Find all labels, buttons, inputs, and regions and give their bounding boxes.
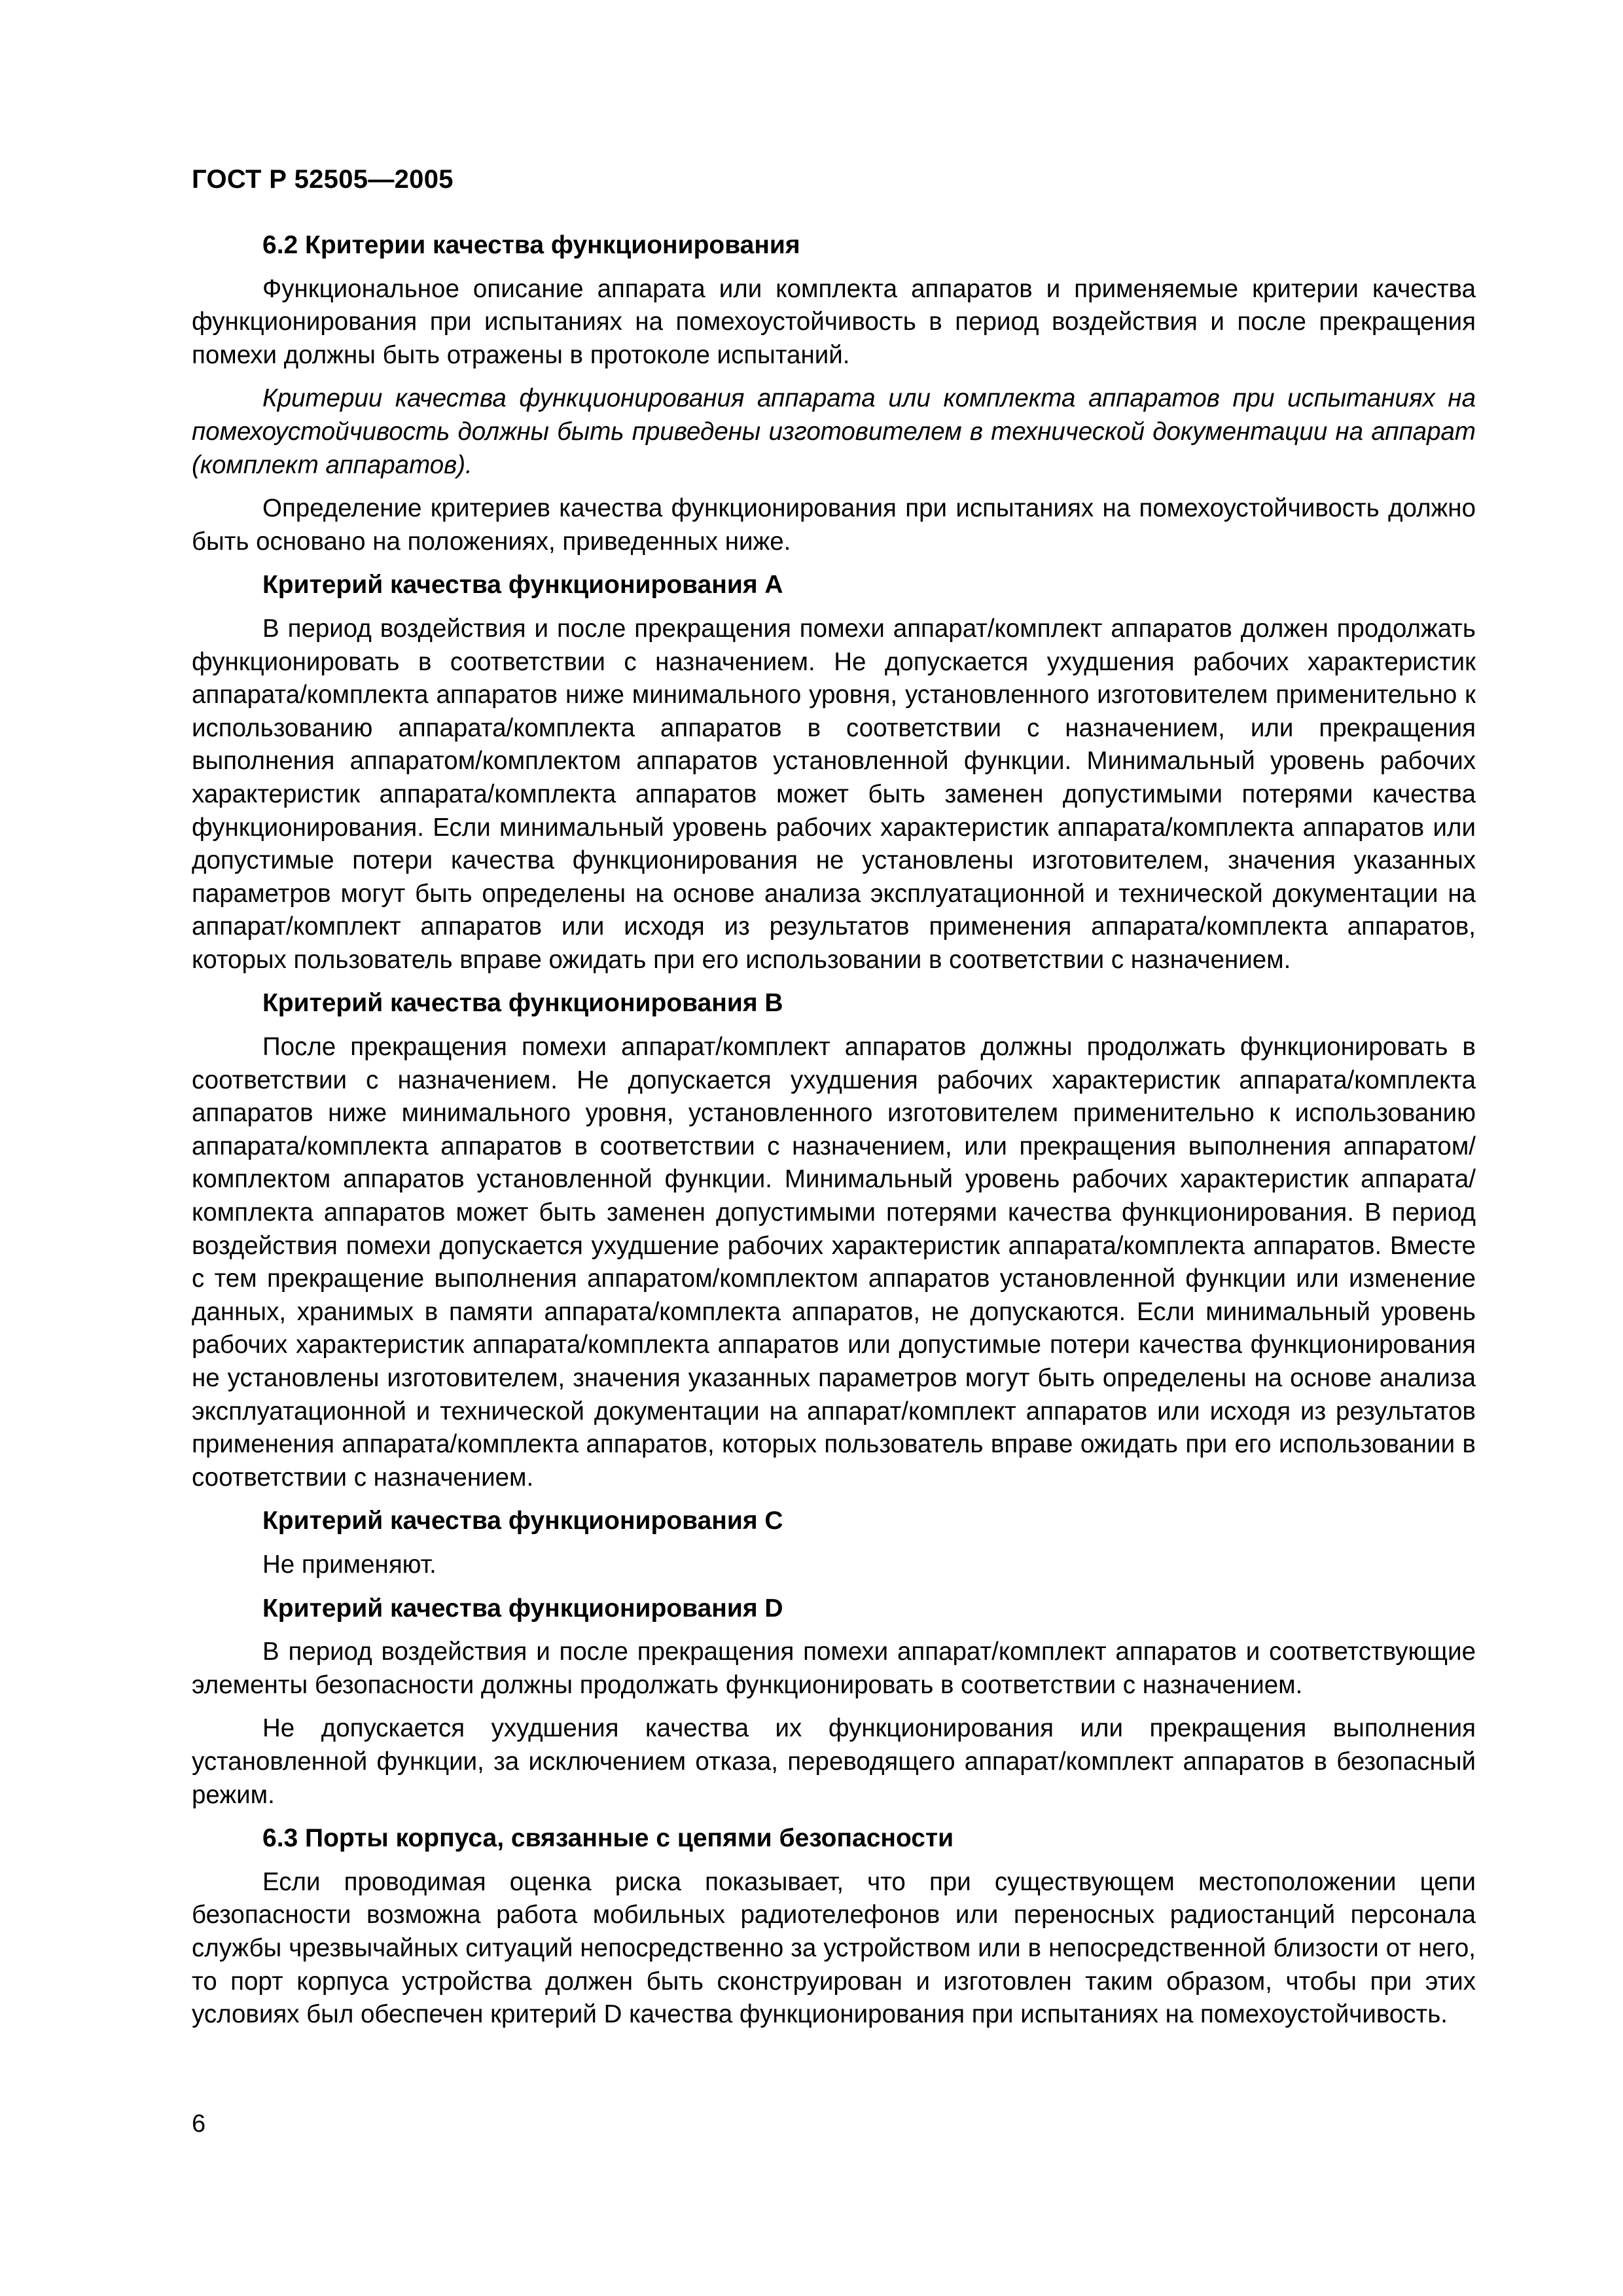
criterion-b-text: После прекращения помехи аппарат/комплект аппаратов должны продолжать функционировать в соответствии с назначением. Не допускается ухудшения рабочих характеристик аппарата/комплекта аппаратов ниже минимального уровня, установленного изготовителем применительно к использованию аппарата/комплекта аппаратов в соответствии с назначением, или прекращения выполнения аппаратом/комплектом аппаратов установленной функции. Минимальный уровень рабочих характеристик аппарата/комплекта аппаратов может быть заменен допустимыми потерями качества функционирования. В период воздействия помехи допускается ухудшение рабочих характеристик аппарата/комплекта аппаратов. Вместе с тем прекращение выполнения аппаратом/комплектом аппаратов установленной функции или изменение данных, хранимых в памяти аппарата/комплекта аппаратов, не допускаются. Если минимальный уровень рабочих характеристик аппарата/комплекта аппаратов или допустимые потери качества функционирования не установлены изготовителем, значения указанных параметров могут быть определены на основе анализа эксплуатационной и технической документации на аппарат/комплект аппаратов или исходя из результатов применения аппарата/комплекта аппаратов, которых пользователь вправе ожидать при его использовании в соответствии с назначением.: [192, 1033, 1476, 1492]
page-number: 6: [192, 2110, 206, 2138]
section-6-3-heading: 6.3 Порты корпуса, связанные с цепями безопасности: [262, 1824, 954, 1853]
section-6-2-paragraph-3: Определение критериев качества функционирования при испытаниях на помехоустойчивость должно быть основано на положениях, приведенных ниже.: [192, 494, 1476, 556]
criterion-c-text: Не применяют.: [262, 1550, 437, 1579]
section-6-2-paragraph-italic: Критерии качества функционирования аппарата или комплекта аппаратов при испытаниях на помехоустойчивость должны быть приведены изготовителем в технической документации на аппарат (комплект аппаратов).: [192, 384, 1476, 479]
standard-id: ГОСТ Р 52505—2005: [192, 165, 454, 194]
criterion-a-text: В период воздействия и после прекращения помехи аппарат/комплект аппаратов должен продолжать функционировать в соответствии с назначением. Не допускается ухудшения рабочих характеристик аппарата/комплекта аппаратов ниже минимального уровня, установленного изготовителем применительно к использованию аппарата/комплекта аппаратов в соответствии с назначением, или прекращения выполнения аппаратом/комплектом аппаратов установленной функции. Минимальный уровень рабочих характеристик аппарата/комплекта аппаратов может быть заменен допустимыми потерями качества функционирования. Если минимальный уровень рабочих характеристик аппарата/комплекта аппаратов или допустимые потери качества функционирования не установлены изготовителем, значения указанных параметров могут быть определены на основе анализа эксплуатационной и технической документации на аппарат/комплект аппаратов или исходя из результатов применения аппарата/комплекта аппаратов, которых пользователь вправе ожидать при его использовании в соответствии с назначением.: [192, 614, 1476, 974]
criterion-b-heading: Критерий качества функционирования В: [262, 989, 783, 1018]
section-6-2-paragraph-1: Функциональное описание аппарата или комплекта аппаратов и применяемые критерии качества функционирования при испытаниях на помехоустойчивость в период воздействия и после прекращения помехи должны быть отражены в протоколе испытаний.: [192, 274, 1476, 369]
section-6-3-text: Если проводимая оценка риска показывает, что при существующем местоположении цепи безопасности возможна работа мобильных радиотелефонов или переносных радиостанций персонала службы чрезвычайных ситуаций непосредственно за устройством или в непосредственной близости от него, то порт корпуса устройства должен быть сконструирован и изготовлен таким образом, чтобы при этих условиях был обеспечен критерий D качества функционирования при испытаниях на помехоустойчивость.: [192, 1867, 1476, 2029]
page-content: [192, 229, 1476, 2042]
criterion-d-paragraph-1: В период воздействия и после прекращения помехи аппарат/комплект аппаратов и соответствующие элементы безопасности должны продолжать функционировать в соответствии с назначением.: [192, 1638, 1476, 1699]
criterion-c-heading: Критерий качества функционирования С: [262, 1507, 783, 1535]
criterion-d-paragraph-2: Не допускается ухудшения качества их функционирования или прекращения выполнения установленной функции, за исключением отказа, переводящего аппарат/комплект аппаратов в безопасный режим.: [192, 1714, 1476, 1809]
criterion-d-heading: Критерий качества функционирования D: [262, 1594, 783, 1623]
section-6-2-heading: 6.2 Критерии качества функционирования: [262, 231, 800, 259]
criterion-a-heading: Критерий качества функционирования А: [262, 571, 783, 600]
